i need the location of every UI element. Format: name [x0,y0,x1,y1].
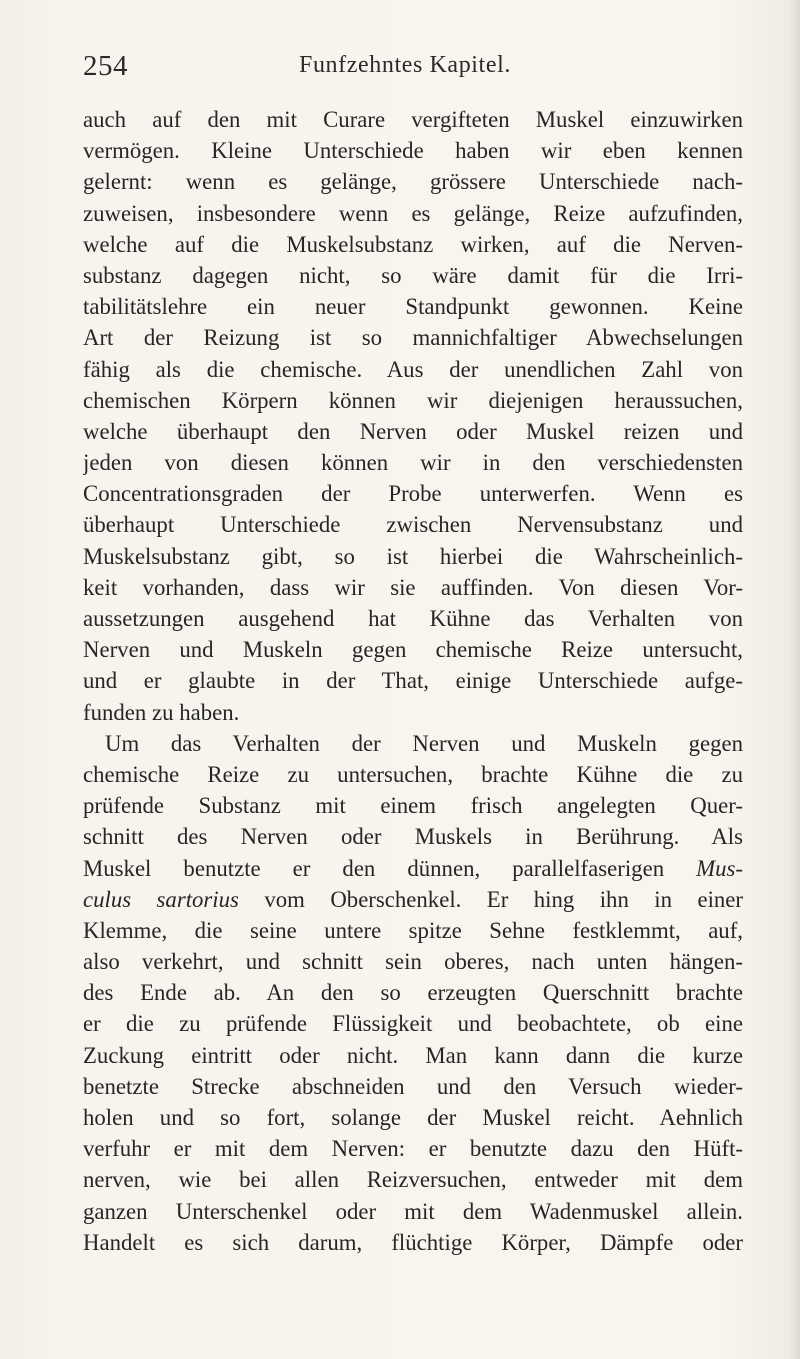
text-fragment: vom Oberschenkel. Er hing ihn in einer [238,886,743,912]
text-line: also verkehrt, und schnitt sein oberes, nach unten hängen- [83,949,743,975]
text-line-paragraph-end: funden zu haben. [83,699,240,725]
text-line: überhaupt Unterschiede zwischen Nervensubstanz und [83,512,743,538]
text-line: jeden von diesen können wir in den verschiedensten [83,450,743,476]
text-line: benetzte Strecke abschneiden und den Versuch wieder- [83,1073,743,1099]
text-line [83,884,743,915]
text-line: Concentrationsgraden der Probe unterwerfen. Wenn es [83,481,743,507]
body-text [83,104,743,1258]
text-line: welche auf die Muskelsubstanz wirken, auf die Nerven- [83,231,743,257]
text-line: verfuhr er mit dem Nerven: er benutzte dazu den Hüft- [83,1136,743,1162]
text-line: und er glaubte in der That, einige Unterschiede aufge- [83,668,743,694]
text-line: Nerven und Muskeln gegen chemische Reize untersucht, [83,637,743,663]
text-line: prüfende Substanz mit einem frisch angelegten Quer- [83,793,743,819]
text-line: keit vorhanden, dass wir sie auffinden. Von diesen Vor- [83,574,743,600]
text-line: Zuckung eintritt oder nicht. Man kann dann die kurze [83,1042,743,1068]
page-header [83,50,743,90]
text-line: Handelt es sich darum, flüchtige Körper, Dämpfe oder [83,1229,743,1255]
text-line: substanz dagegen nicht, so wäre damit für die Irri- [83,262,743,288]
text-line: aussetzungen ausgehend hat Kühne das Verhalten von [83,606,743,631]
text-line: Klemme, die seine untere spitze Sehne festklemmt, auf, [83,917,743,943]
text-line: chemische Reize zu untersuchen, brachte Kühne die zu [83,761,743,787]
text-fragment: Muskel benutzte er den dünnen, parallelfaserigen [83,855,697,881]
text-line: des Ende ab. An den so erzeugten Querschnitt brachte [83,980,743,1006]
text-line: tabilitätslehre ein neuer Standpunkt gewonnen. Keine [83,294,743,320]
italic-term: culus sartorius [83,886,239,912]
text-line: fähig als die chemische. Aus der unendlichen Zahl von [83,356,743,382]
text-line: vermögen. Kleine Unterschiede haben wir eben kennen [83,138,743,164]
page-number: 254 [83,50,128,82]
text-line: auch auf den mit Curare vergifteten Muskel einzuwirken [83,107,743,132]
text-line: Muskelsubstanz gibt, so ist hierbei die Wahrscheinlich- [83,543,743,569]
text-line: gelernt: wenn es gelänge, grössere Unterschiede nach- [83,169,743,195]
text-line [83,853,743,884]
text-line: holen und so fort, solange der Muskel reicht. Aehnlich [83,1105,743,1130]
text-line: welche überhaupt den Nerven oder Muskel reizen und [83,418,743,444]
text-line: er die zu prüfende Flüssigkeit und beobachtete, ob eine [83,1011,743,1037]
text-line: chemischen Körpern können wir diejenigen heraussuchen, [83,387,743,413]
text-line: zuweisen, insbesondere wenn es gelänge, Reize aufzufinden, [83,200,743,226]
text-line: schnitt des Nerven oder Muskels in Berührung. Als [83,824,743,850]
italic-term: Mus- [696,855,743,881]
text-line: nerven, wie bei allen Reizversuchen, entweder mit dem [83,1167,743,1193]
running-head: Funfzehntes Kapitel. [299,52,511,78]
text-line-paragraph-start: Um das Verhalten der Nerven und Muskeln gegen [105,730,743,756]
page-edge-shadow [788,0,800,1359]
text-line: Art der Reizung ist so mannichfaltiger Abwechselungen [83,325,743,351]
text-line: ganzen Unterschenkel oder mit dem Wadenmuskel allein. [83,1198,743,1224]
